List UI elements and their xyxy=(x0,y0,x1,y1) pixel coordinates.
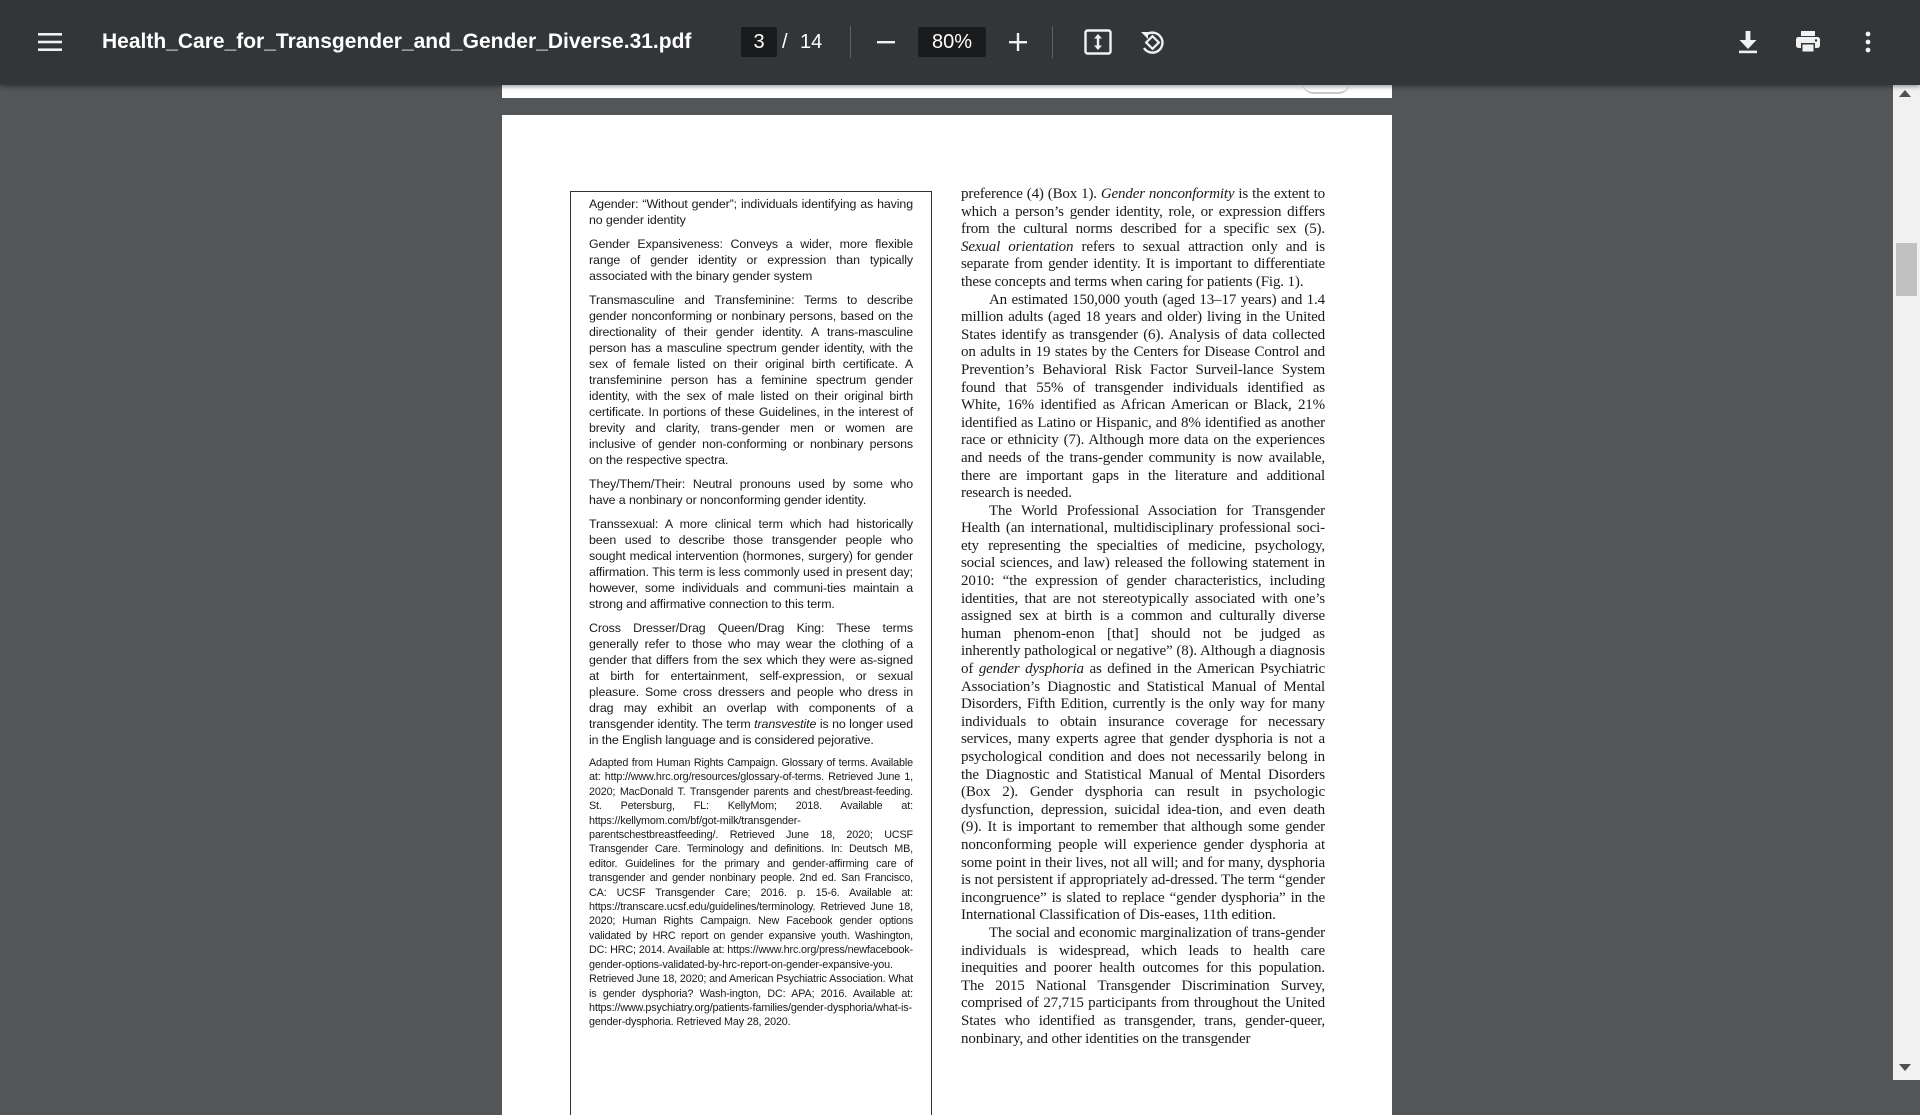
printer-icon xyxy=(1795,30,1821,54)
pdf-page xyxy=(502,115,1392,1115)
fit-to-page-button[interactable] xyxy=(1078,20,1118,64)
download-icon xyxy=(1737,30,1759,54)
paragraph-1-text-a: preference (4) (Box 1). xyxy=(961,186,1101,202)
zoom-level-input[interactable]: 80% xyxy=(918,27,986,57)
plus-icon xyxy=(1008,32,1028,52)
paragraph-3 xyxy=(961,503,1325,925)
gender-dysphoria-term: gender dysphoria xyxy=(978,661,1084,678)
more-actions-button[interactable] xyxy=(1846,20,1890,64)
cross-dresser-text-a: Cross Dresser/Drag Queen/Drag King: These terms generally refer to those who may wear the clothing of a gender that differs from the sex which they were as-signed at birth for entertainment, self-expression, or sexual pleasure. Some cross dressers and people who dress in drag may exhibit an overlap with components of a transgender identity. The term xyxy=(589,621,913,731)
sexual-orientation-term: Sexual orientation xyxy=(961,238,1074,255)
download-button[interactable] xyxy=(1726,20,1770,64)
paragraph-4: The social and economic marginalization of trans-gender individuals is widespread, which leads to health care inequities and poorer health outcomes for this population. The 2015 National Transgender Discrimination Survey, comprised of 27,715 participants from throughout the United States who identified as transgender, trans, gender-queer, nonbinary, and other identities on the transgender xyxy=(961,924,1325,1047)
glossary-entry-gender-expansiveness: Gender Expansiveness: Conveys a wider, more flexible range of gender identity or expression than typically associated with the binary gender system xyxy=(589,237,913,283)
scrollbar-thumb[interactable] xyxy=(1896,243,1917,296)
page-number-input[interactable]: 3 xyxy=(741,27,777,57)
transvestite-term: transvestite xyxy=(754,717,817,731)
gender-nonconformity-term: Gender nonconformity xyxy=(1100,186,1235,202)
glossary-references: Adapted from Human Rights Campaign. Glossary of terms. Available at: http://www.hrc.org/resources/glossary-of-terms. Retrieved June 1, 2020; MacDonald T. Transgender parents and chest/breast-feeding. St. Petersburg, FL: KellyMom; 2018. Available at: https://kellymom.com/bf/got-milk/transgender-parentschestbreastfeeding/. Retrieved June 18, 2020; UCSF Transgender Care. Terminology and definitions. In: Deutsch MB, editor. Guidelines for the primary and gender-affirming care of transgender and gender nonbinary people. 2nd ed. San Francisco, CA: UCSF Transgender Care; 2016. p. 15-6. Available at: https://transcare.ucsf.edu/guidelines/terminology. Retrieved June 18, 2020; Human Rights Campaign. New Facebook gender options validated by HRC report on gender expansive youth. Washington, DC: HRC; 2014. Available at: https://www.hrc.org/press/newfacebook-gender-options-validated-by-hrc-report-on-gender-expansive-you. Retrieved June 18, 2020; and American Psychiatric Association. What is gender dysphoria? Wash-ington, DC: APA; 2016. Available at: https://www.psychiatry.org/patients-families/gender-dysphoria/what-is-gender-dysphoria. Retrieved May 28, 2020. xyxy=(589,757,913,1029)
paragraph-1-text-c: refers to sexual attraction only and is separate from gender identity. It is important to differentiate these concepts and terms when caring for patients (Fig. 1). xyxy=(961,238,1325,290)
paragraph-2: An estimated 150,000 youth (aged 13–17 years) and 1.4 million adults (aged 18 years and older) living in the United States identify as transgender (6). Analysis of data collected on adults in 19 states by the Centers for Disease Control and Prevention’s Behavioral Risk Factor Surveil-lance System found that 55% of transgender individuals identified as White, 16% identified as African American or Black, 21% identified as Latino or Hispanic, and 8% identified as another race or ethnicity (7). Although more data on the experiences and needs of the trans-gender community is now available, there are important gaps in the literature and additional research is needed. xyxy=(961,291,1325,502)
glossary-entry-pronouns: They/Them/Their: Neutral pronouns used by some who have a nonbinary or nonconforming gender identity. xyxy=(589,477,913,507)
print-button[interactable] xyxy=(1786,20,1830,64)
paragraph-3-text-b: as defined in the American Psychiatric Association’s Diagnostic and Statistical Manual of Mental Disorders, Fifth Edition, currently is the only way for many individuals to obtain insurance coverage for necessary services, many experts agree that gender dysphoria is not a psychological condition and does not necessarily belong in the Diagnostic and Statistical Manual of Mental Disorders (Box 2). Gender dysphoria can result in psychologic dysfunction, depression, suicidal idea-tion, and even death (9). It is important to remember that although some gender nonconforming people will experience gender dysphoria at some point in their lives, not all will; and for many, dysphoria is not persistent if appropriately ad-dressed. The term “gender incongruence” is slated to replace “gender dysphoria” in the International Classification of Dis-eases, 11th edition. xyxy=(961,661,1326,924)
vertical-scrollbar[interactable] xyxy=(1893,85,1920,1080)
fit-to-page-icon xyxy=(1084,29,1112,55)
glossary-box xyxy=(570,191,932,1115)
hamburger-menu-icon xyxy=(38,32,62,52)
paragraph-1 xyxy=(961,186,1325,292)
pdf-toolbar xyxy=(0,0,1920,85)
body-text-column xyxy=(961,186,1325,1048)
page-separator: / xyxy=(782,30,788,53)
glossary-entry-cross-dresser xyxy=(589,620,913,748)
scroll-up-arrow-icon[interactable] xyxy=(1899,90,1911,97)
menu-button[interactable] xyxy=(28,22,72,62)
zoom-out-button[interactable] xyxy=(866,22,906,62)
rotate-counterclockwise-icon xyxy=(1138,28,1166,56)
glossary-entry-transmasculine-transfeminine: Transmasculine and Transfeminine: Terms to describe gender nonconforming or nonbinary persons, based on the directionality of their gender identity. A trans-masculine person has a masculine spectrum gender identity, with the sex of female listed on their original birth certificate. A transfeminine person has a feminine spectrum gender identity, with the sex of male listed on their original birth certificate. In portions of these Guidelines, in the interest of brevity and clarity, trans-gender men or women are inclusive of gender non-conforming or nonbinary persons on the respective spectra. xyxy=(589,293,913,467)
zoom-in-button[interactable] xyxy=(998,22,1038,62)
scroll-down-arrow-icon[interactable] xyxy=(1899,1064,1911,1071)
minus-icon xyxy=(876,32,896,52)
more-vertical-icon xyxy=(1864,31,1872,53)
paragraph-3-text-a: The World Professional Association for Transgender Health (an international, multidisciplinary professional soci-ety representing the specialties of medicine, psychology, social sciences, and law) released the following statement in 2010: “the expression of gender characteristics, including identities, that are not stereotypically associated with one’s assigned sex at birth is a common and culturally diverse human phenom-enon [that] should not be judged as inherently pathological or negative” (8). Although a diagnosis of xyxy=(961,502,1325,678)
paragraph-1-text-b: is the extent to which a person’s gender identity, role, or expression differs from the cultural norms described for a specific sex (5). xyxy=(961,186,1325,238)
glossary-entry-agender: Agender: “Without gender”; individuals identifying as having no gender identity xyxy=(589,197,913,227)
page-total: 14 xyxy=(800,30,823,53)
document-title: Health_Care_for_Transgender_and_Gender_Diverse.31.pdf xyxy=(102,30,692,53)
rotate-button[interactable] xyxy=(1130,20,1174,64)
cross-dresser-text-b: is no longer used in the English language and is considered pejorative. xyxy=(589,717,913,747)
glossary-entry-transsexual: Transsexual: A more clinical term which had historically been used to describe those transgender people who sought medical intervention (hormones, surgery) for gender affirmation. This term is less commonly used in present day; however, some individuals and communi-ties maintain a strong and affirmative connection to this term. xyxy=(589,517,913,611)
toolbar-divider xyxy=(850,26,851,58)
toolbar-divider xyxy=(1052,26,1053,58)
